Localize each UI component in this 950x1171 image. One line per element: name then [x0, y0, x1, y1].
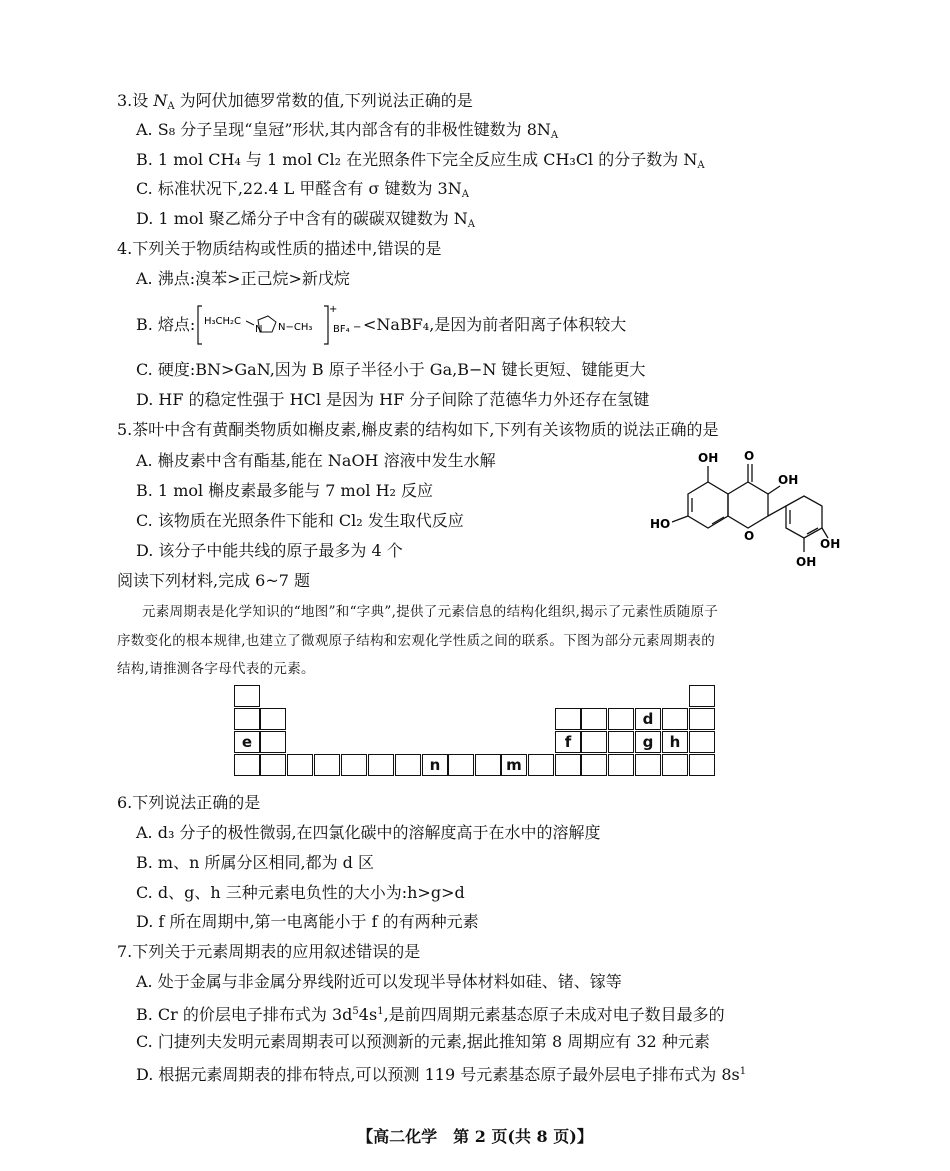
- q4-option-b-label: B. 熔点:: [136, 315, 196, 334]
- pt-cell: [287, 754, 313, 776]
- pt-cell: [260, 708, 286, 730]
- pt-cell: [395, 754, 421, 776]
- pt-cell: [689, 708, 715, 730]
- ion-ethyl-label: H₃CH₂C: [204, 316, 242, 327]
- pt-cell: [689, 731, 715, 753]
- q6-option-c: C. d、g、h 三种元素电负性的大小为:h>g>d: [136, 883, 465, 902]
- q5-stem: 5.茶叶中含有黄酮类物质如槲皮素,槲皮素的结构如下,下列有关该物质的说法正确的是: [117, 420, 719, 439]
- struct-o-carbonyl: O: [744, 449, 755, 463]
- q5-option-d: D. 该分子中能共线的原子最多为 4 个: [136, 541, 403, 560]
- pt-cell: [528, 754, 554, 776]
- pt-cell-g: g: [635, 731, 661, 753]
- pt-cell-m: m: [501, 754, 527, 776]
- periodic-table-fragment: [234, 685, 718, 779]
- q4-option-c: C. 硬度:BN>GaN,因为 B 原子半径小于 Ga,B−N 键长更短、键能更大: [136, 360, 646, 379]
- q7-option-d: D. 根据元素周期表的排布特点,可以预测 119 号元素基态原子最外层电子排布式为 $8s^1$: [136, 1065, 747, 1084]
- struct-oh-c3: OH: [778, 473, 799, 487]
- q6-option-a: A. d₃ 分子的极性微弱,在四氯化碳中的溶解度高于在水中的溶解度: [136, 823, 601, 842]
- q5-option-b: B. 1 mol 槲皮素最多能与 7 mol H₂ 反应: [136, 481, 434, 500]
- ion-n-label: N: [255, 324, 263, 335]
- pt-cell: [448, 754, 474, 776]
- q4-stem: 4.下列关于物质结构或性质的描述中,错误的是: [117, 239, 442, 258]
- q7-stem: 7.下列关于元素周期表的应用叙述错误的是: [117, 942, 421, 961]
- q3-option-a: A. S₈ 分子呈现“皇冠”形状,其内部含有的非极性键数为 $8N_A$: [136, 120, 559, 141]
- struct-oh-top: OH: [698, 451, 719, 465]
- struct-ho-c7: HO: [650, 517, 671, 531]
- q5-option-c: C. 该物质在光照条件下能和 Cl₂ 发生取代反应: [136, 511, 464, 530]
- reading-intro: 阅读下列材料,完成 6~7 题: [117, 571, 311, 590]
- q4-option-a: A. 沸点:溴苯>正己烷>新戊烷: [136, 269, 350, 288]
- pt-cell: [635, 754, 661, 776]
- pt-cell: [689, 685, 715, 707]
- pt-cell-f: f: [555, 731, 581, 753]
- struct-o-ring: O: [744, 529, 755, 543]
- q3-option-b: B. 1 mol CH₄ 与 1 mol Cl₂ 在光照条件下完全反应生成 CH₃Cl 的分子数为 $N_A$: [136, 150, 705, 171]
- pt-cell: [608, 754, 634, 776]
- pt-cell: [234, 754, 260, 776]
- q6-stem: 6.下列说法正确的是: [117, 793, 261, 812]
- pt-cell-e: e: [234, 731, 260, 753]
- q3-option-c: C. 标准状况下,22.4 L 甲醛含有 σ 键数为 $3N_A$: [136, 179, 469, 200]
- q3-stem: 3.设 $N_A$ 为阿伏加德罗常数的值,下列说法正确的是: [117, 91, 473, 112]
- q6-option-d: D. f 所在周期中,第一电离能小于 f 的有两种元素: [136, 912, 479, 931]
- reading-para-3: 结构,请推测各字母代表的元素。: [117, 661, 315, 677]
- quercetin-structure: [650, 446, 840, 574]
- pt-cell: [234, 685, 260, 707]
- q4-option-d: D. HF 的稳定性强于 HCl 是因为 HF 分子间除了范德华力外还存在氢键: [136, 390, 650, 409]
- ion-anion: BF₄: [333, 324, 350, 335]
- reading-para-2: 序数变化的根本规律,也建立了微观原子结构和宏观化学性质之间的联系。下图为部分元素周期表的: [117, 633, 715, 649]
- pt-cell-h: h: [662, 731, 688, 753]
- pt-cell: [314, 754, 340, 776]
- pt-cell: [234, 708, 260, 730]
- ion-methyl-label: N−CH₃: [278, 322, 313, 333]
- pt-cell-d: d: [635, 708, 661, 730]
- pt-cell: [368, 754, 394, 776]
- q5-option-a: A. 槲皮素中含有酯基,能在 NaOH 溶液中发生水解: [136, 451, 496, 470]
- pt-cell: [608, 731, 634, 753]
- pt-cell: [260, 754, 286, 776]
- q3-option-d: D. 1 mol 聚乙烯分子中含有的碳碳双键数为 $N_A$: [136, 209, 476, 230]
- reading-para-1: 元素周期表是化学知识的“地图”和“字典”,提供了元素信息的结构化组织,揭示了元素性质随原子: [142, 604, 719, 620]
- page-footer: 【高二化学 第 2 页(共 8 页)】: [357, 1127, 593, 1146]
- ion-minus: −: [353, 322, 362, 333]
- pt-cell: [581, 731, 607, 753]
- q7-option-c: C. 门捷列夫发明元素周期表可以预测新的元素,据此推知第 8 周期应有 32 种元素: [136, 1032, 710, 1051]
- pt-cell: [341, 754, 367, 776]
- struct-oh-c4p: OH: [820, 537, 840, 551]
- pt-cell: [608, 708, 634, 730]
- q7-option-a: A. 处于金属与非金属分界线附近可以发现半导体材料如硅、锗、镓等: [136, 972, 622, 991]
- q4-option-b-text: <NaBF₄,是因为前者阳离子体积较大: [363, 315, 627, 334]
- struct-oh-c3p: OH: [796, 555, 817, 569]
- q7-option-b: B. Cr 的价层电子排布式为 $3d^54s^1$,是前四周期元素基态原子未成对电子数目最多的: [136, 1005, 725, 1024]
- pt-cell: [581, 754, 607, 776]
- pt-cell: [662, 708, 688, 730]
- pt-cell: [662, 754, 688, 776]
- pt-cell: [555, 708, 581, 730]
- ion-plus: +: [329, 304, 338, 315]
- q6-option-b: B. m、n 所属分区相同,都为 d 区: [136, 853, 374, 872]
- pt-cell: [555, 754, 581, 776]
- pt-cell: [260, 731, 286, 753]
- pt-cell-n: n: [422, 754, 448, 776]
- pt-cell: [475, 754, 501, 776]
- pt-cell: [581, 708, 607, 730]
- pt-cell: [689, 754, 715, 776]
